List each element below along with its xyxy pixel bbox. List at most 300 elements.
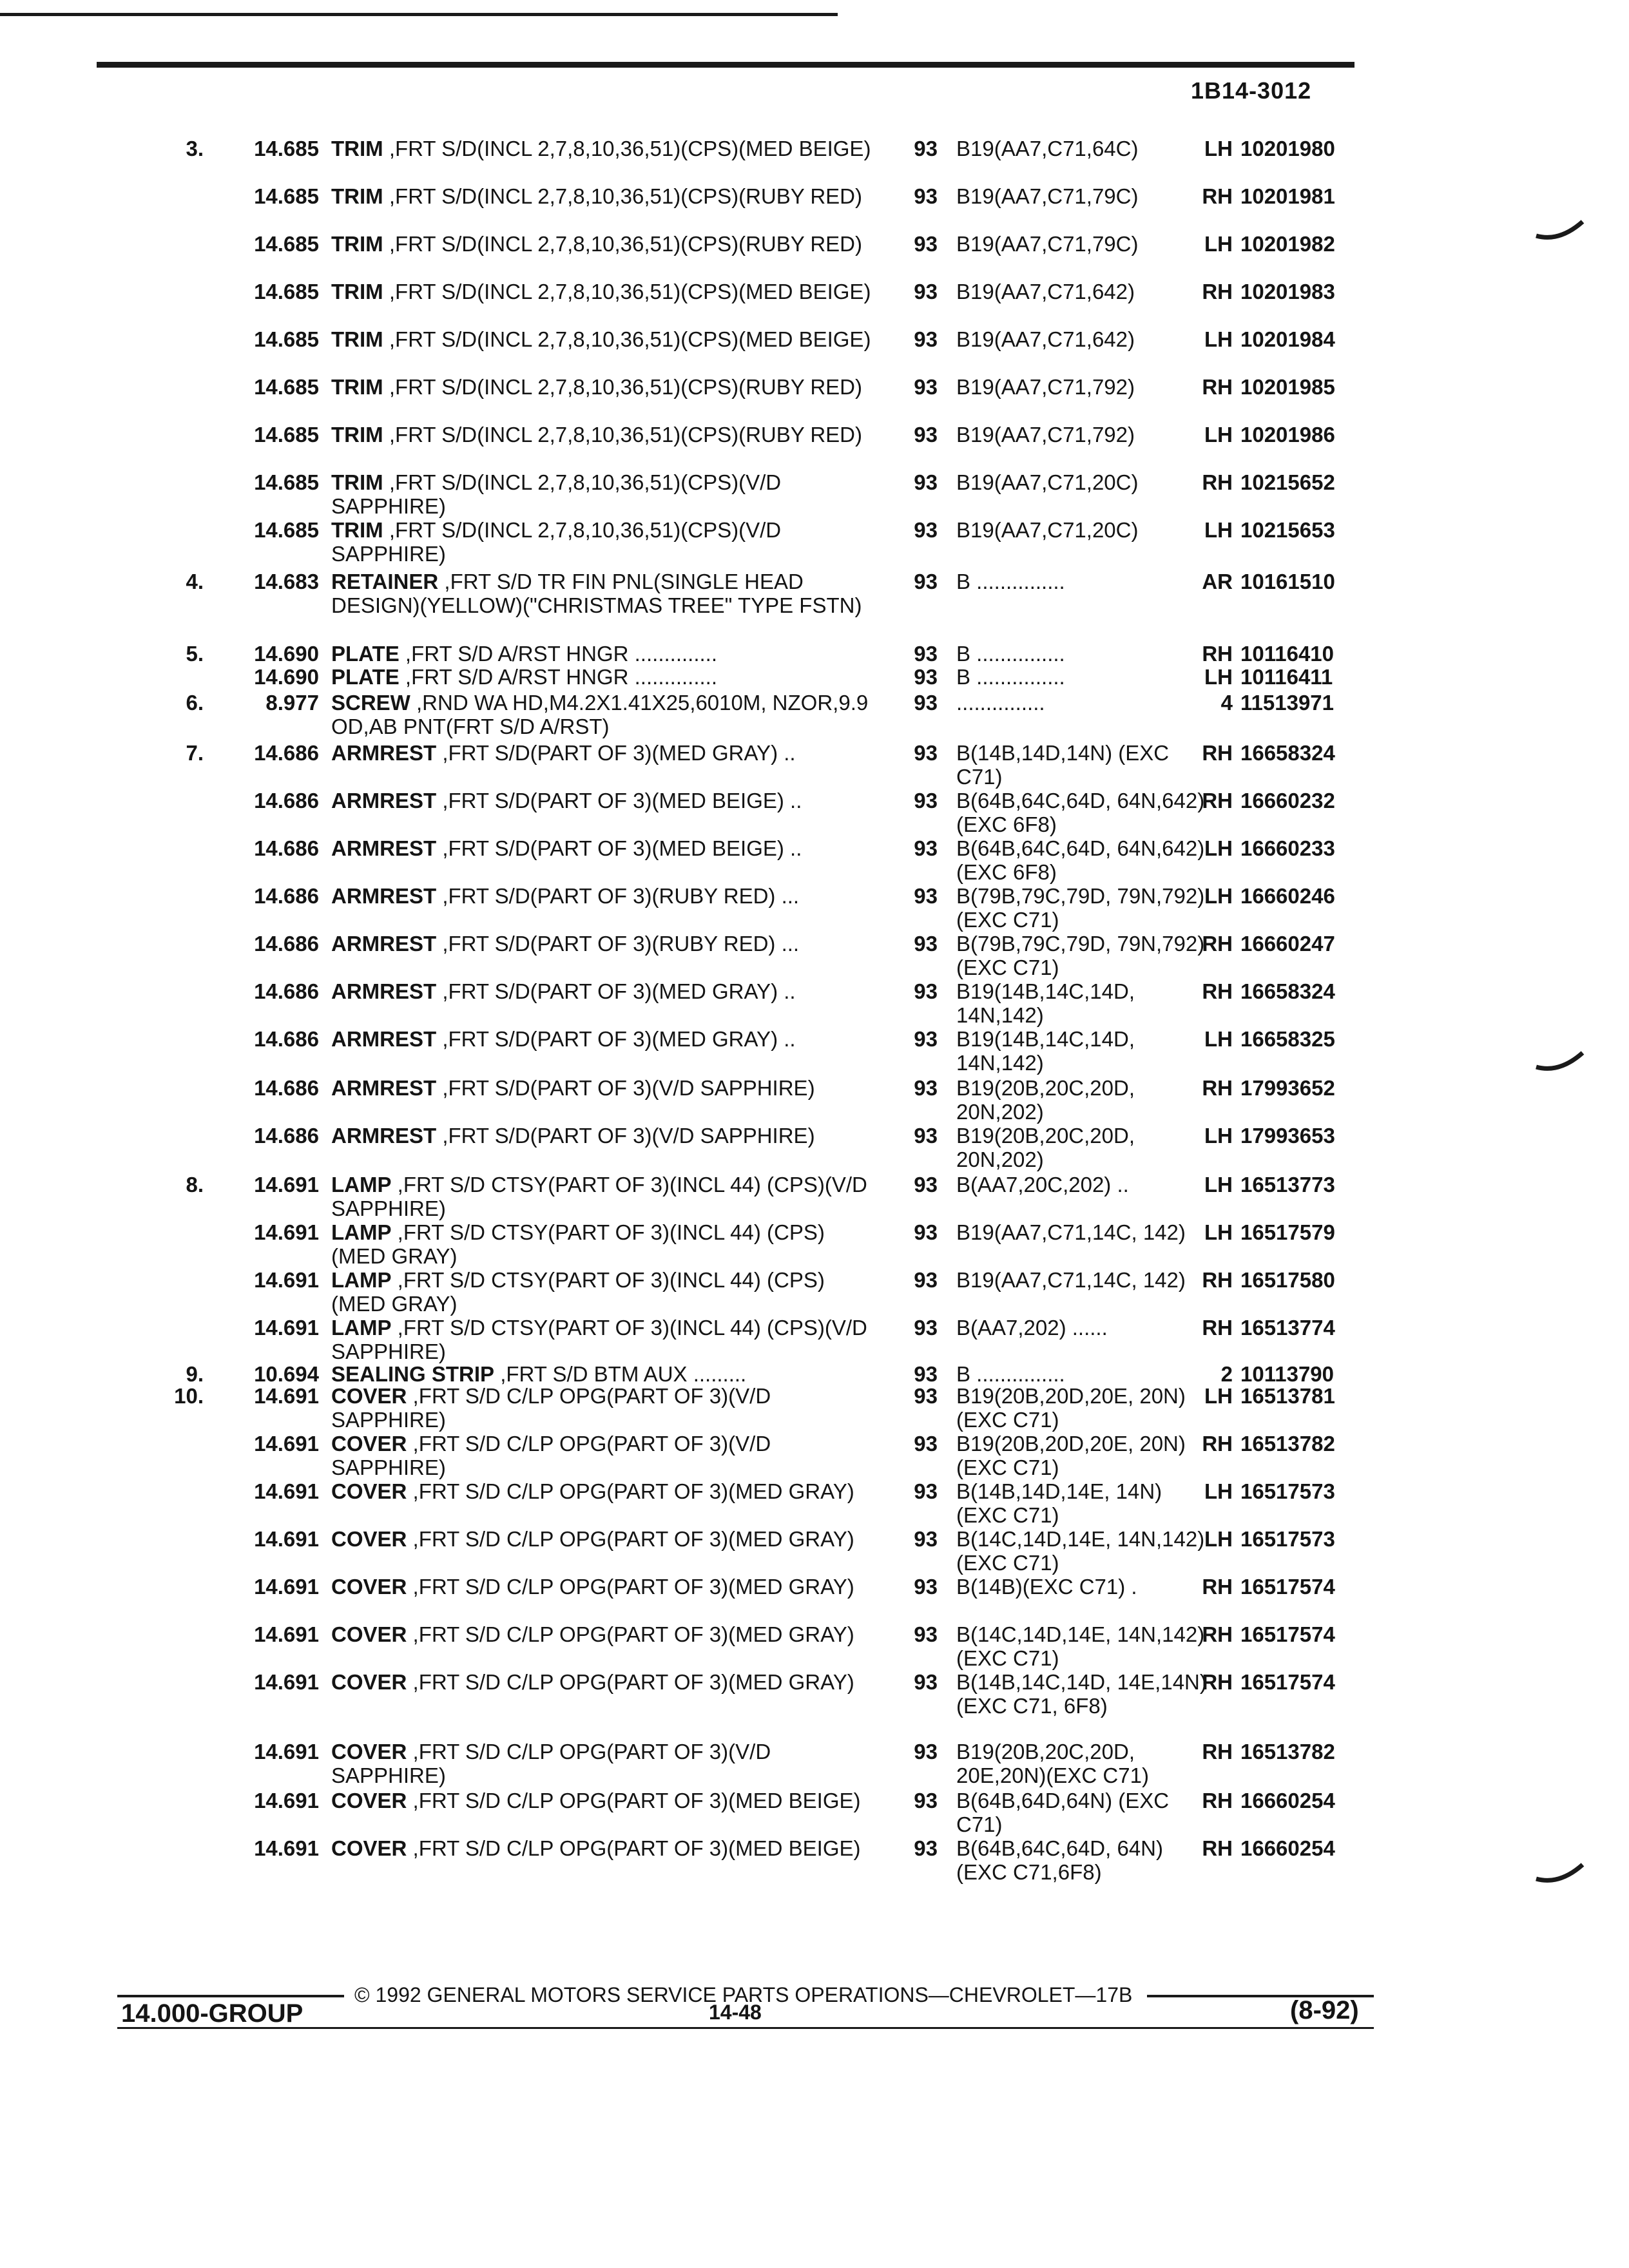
group-number: 14.686 bbox=[254, 1027, 319, 1051]
part-detail: ,RND WA HD,M4.2X1.41X25,6010M, NZOR,9.9 OD,AB PNT(FRT S/D A/RST) bbox=[331, 691, 869, 738]
part-detail: ,FRT S/D C/LP OPG(PART OF 3)(MED GRAY) bbox=[412, 1622, 854, 1646]
part-description bbox=[331, 1740, 879, 1787]
margin-mark bbox=[1534, 1049, 1585, 1075]
group-number: 14.685 bbox=[254, 327, 319, 351]
part-name: COVER bbox=[331, 1622, 407, 1646]
part-detail: ,FRT S/D(INCL 2,7,8,10,36,51)(CPS)(RUBY RED) bbox=[389, 375, 862, 399]
part-description bbox=[331, 327, 879, 351]
model-code: B(64B,64C,64D, 64N)(EXC C71,6F8) bbox=[956, 1836, 1163, 1884]
model-code: B19(20B,20C,20D, 20E,20N)(EXC C71) bbox=[956, 1740, 1149, 1787]
model-code: B(14C,14D,14E, 14N,142)(EXC C71) bbox=[956, 1527, 1205, 1575]
part-detail: ,FRT S/D CTSY(PART OF 3)(INCL 44) (CPS)(MED GRAY) bbox=[331, 1220, 825, 1268]
group-number: 10.694 bbox=[254, 1362, 319, 1386]
footer-rule-left bbox=[117, 1995, 344, 1997]
model-year: 93 bbox=[914, 1527, 938, 1551]
part-description bbox=[331, 1479, 879, 1503]
part-number: 10201986 bbox=[1240, 423, 1335, 447]
part-name: ARMREST bbox=[331, 932, 437, 956]
part-detail: ,FRT S/D C/LP OPG(PART OF 3)(V/D SAPPHIRE) bbox=[331, 1432, 771, 1479]
part-number: 16517573 bbox=[1240, 1479, 1335, 1503]
part-name: COVER bbox=[331, 1527, 407, 1551]
model-year: 93 bbox=[914, 1027, 938, 1051]
model-year: 93 bbox=[914, 642, 938, 666]
part-name: LAMP bbox=[331, 1173, 392, 1196]
part-name: COVER bbox=[331, 1432, 407, 1456]
side-qty: RH bbox=[1202, 1836, 1233, 1860]
footer-rule-bottom bbox=[117, 2027, 1374, 2029]
model-year: 93 bbox=[914, 1362, 938, 1386]
item-index: 8. bbox=[186, 1173, 204, 1196]
part-name: LAMP bbox=[331, 1316, 392, 1340]
part-number: 16660247 bbox=[1240, 932, 1335, 956]
revision-date: (8-92) bbox=[1290, 1996, 1359, 2024]
table-row bbox=[0, 979, 1629, 1031]
group-number: 14.686 bbox=[254, 836, 319, 860]
model-year: 93 bbox=[914, 884, 938, 908]
model-code: B19(AA7,C71,64C) bbox=[956, 137, 1139, 160]
part-detail: ,FRT S/D(INCL 2,7,8,10,36,51)(CPS)(MED BEIGE) bbox=[389, 280, 871, 303]
side-qty: LH bbox=[1204, 518, 1233, 542]
group-number: 14.691 bbox=[254, 1622, 319, 1646]
model-year: 93 bbox=[914, 741, 938, 765]
model-code: B(AA7,20C,202) .. bbox=[956, 1173, 1129, 1196]
model-code: B(14B)(EXC C71) . bbox=[956, 1575, 1137, 1599]
group-number: 8.977 bbox=[265, 691, 319, 715]
group-number: 14.685 bbox=[254, 518, 319, 542]
part-number: 10201982 bbox=[1240, 232, 1335, 256]
table-row bbox=[0, 1432, 1629, 1483]
part-detail: ,FRT S/D C/LP OPG(PART OF 3)(MED BEIGE) bbox=[412, 1836, 861, 1860]
model-code: B(14B,14D,14E, 14N)(EXC C71) bbox=[956, 1479, 1162, 1527]
part-description bbox=[331, 691, 879, 738]
table-row bbox=[0, 1789, 1629, 1840]
group-number: 14.685 bbox=[254, 280, 319, 303]
item-index: 10. bbox=[174, 1384, 204, 1408]
model-year: 93 bbox=[914, 570, 938, 593]
model-code: B19(AA7,C71,79C) bbox=[956, 184, 1139, 208]
model-code: B(14C,14D,14E, 14N,142)(EXC C71) bbox=[956, 1622, 1205, 1670]
model-code: B19(20B,20D,20E, 20N)(EXC C71) bbox=[956, 1432, 1186, 1479]
part-description bbox=[331, 1220, 879, 1268]
group-number: 14.683 bbox=[254, 570, 319, 593]
side-qty: LH bbox=[1204, 1527, 1233, 1551]
side-qty: RH bbox=[1202, 1789, 1233, 1812]
side-qty: RH bbox=[1202, 1670, 1233, 1694]
part-description bbox=[331, 375, 879, 399]
part-number: 16660232 bbox=[1240, 789, 1335, 812]
part-description bbox=[331, 979, 879, 1003]
table-row bbox=[0, 836, 1629, 888]
part-description bbox=[331, 280, 879, 303]
part-description bbox=[331, 932, 879, 956]
part-number: 17993652 bbox=[1240, 1076, 1335, 1100]
page-code: 1B14-3012 bbox=[1191, 77, 1312, 104]
side-qty: RH bbox=[1202, 184, 1233, 208]
part-name: COVER bbox=[331, 1479, 407, 1503]
table-row bbox=[0, 789, 1629, 840]
part-name: COVER bbox=[331, 1670, 407, 1694]
model-code: B19(14B,14C,14D, 14N,142) bbox=[956, 1027, 1135, 1075]
part-name: PLATE bbox=[331, 642, 400, 666]
table-row bbox=[0, 1027, 1629, 1079]
model-code: B ............... bbox=[956, 665, 1065, 689]
part-name: ARMREST bbox=[331, 884, 437, 908]
side-qty: LH bbox=[1204, 1027, 1233, 1051]
part-number: 16660254 bbox=[1240, 1789, 1335, 1812]
part-description bbox=[331, 741, 879, 765]
side-qty: RH bbox=[1202, 1316, 1233, 1340]
footer-group: 14.000-GROUP bbox=[121, 1999, 304, 2028]
part-description bbox=[331, 1527, 879, 1551]
model-year: 93 bbox=[914, 1220, 938, 1244]
part-description bbox=[331, 184, 879, 208]
part-detail: ,FRT S/D(INCL 2,7,8,10,36,51)(CPS)(V/D SAPPHIRE) bbox=[331, 518, 782, 566]
item-index: 3. bbox=[186, 137, 204, 160]
side-qty: RH bbox=[1202, 1432, 1233, 1456]
footer-copyright: © 1992 GENERAL MOTORS SERVICE PARTS OPERATIONS—CHEVROLET—17B bbox=[354, 1983, 1133, 2006]
group-number: 14.691 bbox=[254, 1220, 319, 1244]
part-description bbox=[331, 1362, 879, 1386]
model-year: 93 bbox=[914, 280, 938, 303]
part-detail: ,FRT S/D CTSY(PART OF 3)(INCL 44) (CPS)(V/D SAPPHIRE) bbox=[331, 1173, 867, 1220]
table-row bbox=[0, 1479, 1629, 1531]
part-description bbox=[331, 1836, 879, 1860]
part-name: ARMREST bbox=[331, 979, 437, 1003]
part-detail: ,FRT S/D A/RST HNGR .............. bbox=[405, 665, 717, 689]
model-code: B(14B,14C,14D, 14E,14N)(EXC C71, 6F8) bbox=[956, 1670, 1207, 1718]
model-year: 93 bbox=[914, 1622, 938, 1646]
model-year: 93 bbox=[914, 979, 938, 1003]
side-qty: LH bbox=[1204, 423, 1233, 447]
table-row bbox=[0, 327, 1629, 379]
part-detail: ,FRT S/D(INCL 2,7,8,10,36,51)(CPS)(RUBY RED) bbox=[389, 184, 862, 208]
part-detail: ,FRT S/D C/LP OPG(PART OF 3)(MED BEIGE) bbox=[412, 1789, 861, 1812]
part-number: 16513773 bbox=[1240, 1173, 1335, 1196]
part-number: 10215652 bbox=[1240, 470, 1335, 494]
side-qty: LH bbox=[1204, 1479, 1233, 1503]
part-detail: ,FRT S/D(INCL 2,7,8,10,36,51)(CPS)(MED BEIGE) bbox=[389, 137, 871, 160]
table-row bbox=[0, 1836, 1629, 1888]
group-number: 14.690 bbox=[254, 665, 319, 689]
part-description bbox=[331, 423, 879, 447]
group-number: 14.690 bbox=[254, 642, 319, 666]
part-number: 10201985 bbox=[1240, 375, 1335, 399]
side-qty: LH bbox=[1204, 232, 1233, 256]
page-number: 14-48 bbox=[709, 2001, 762, 2024]
part-name: LAMP bbox=[331, 1268, 392, 1292]
table-row bbox=[0, 518, 1629, 570]
part-description bbox=[331, 789, 879, 812]
part-number: 16658324 bbox=[1240, 741, 1335, 765]
table-row bbox=[0, 1316, 1629, 1367]
model-year: 93 bbox=[914, 375, 938, 399]
model-year: 93 bbox=[914, 1479, 938, 1503]
part-number: 16517573 bbox=[1240, 1527, 1335, 1551]
part-number: 16517574 bbox=[1240, 1670, 1335, 1694]
part-detail: ,FRT S/D TR FIN PNL(SINGLE HEAD DESIGN)(YELLOW)("CHRISTMAS TREE" TYPE FSTN) bbox=[331, 570, 862, 617]
part-detail: ,FRT S/D(PART OF 3)(RUBY RED) ... bbox=[442, 932, 800, 956]
table-row bbox=[0, 1622, 1629, 1674]
part-number: 16658325 bbox=[1240, 1027, 1335, 1051]
table-row bbox=[0, 280, 1629, 331]
part-detail: ,FRT S/D(PART OF 3)(MED BEIGE) .. bbox=[442, 789, 802, 812]
part-name: COVER bbox=[331, 1789, 407, 1812]
part-detail: ,FRT S/D(PART OF 3)(RUBY RED) ... bbox=[442, 884, 800, 908]
part-detail: ,FRT S/D C/LP OPG(PART OF 3)(MED GRAY) bbox=[412, 1575, 854, 1599]
group-number: 14.691 bbox=[254, 1384, 319, 1408]
part-name: ARMREST bbox=[331, 836, 437, 860]
part-description bbox=[331, 836, 879, 860]
group-number: 14.686 bbox=[254, 741, 319, 765]
part-number: 16517579 bbox=[1240, 1220, 1335, 1244]
group-number: 14.691 bbox=[254, 1836, 319, 1860]
model-year: 93 bbox=[914, 518, 938, 542]
side-qty: RH bbox=[1202, 1622, 1233, 1646]
group-number: 14.691 bbox=[254, 1432, 319, 1456]
model-year: 93 bbox=[914, 184, 938, 208]
part-detail: ,FRT S/D C/LP OPG(PART OF 3)(MED GRAY) bbox=[412, 1527, 854, 1551]
side-qty: LH bbox=[1204, 1384, 1233, 1408]
part-description bbox=[331, 1384, 879, 1432]
side-qty: RH bbox=[1202, 979, 1233, 1003]
part-description bbox=[331, 884, 879, 908]
model-code: B19(AA7,C71,20C) bbox=[956, 518, 1139, 542]
model-code: B ............... bbox=[956, 570, 1065, 593]
group-number: 14.685 bbox=[254, 232, 319, 256]
side-qty: RH bbox=[1202, 789, 1233, 812]
part-name: PLATE bbox=[331, 665, 400, 689]
model-code: B(14B,14D,14N) (EXC C71) bbox=[956, 741, 1170, 789]
part-name: TRIM bbox=[331, 184, 383, 208]
model-year: 93 bbox=[914, 1432, 938, 1456]
side-qty: 2 bbox=[1220, 1362, 1233, 1386]
side-qty: RH bbox=[1202, 1268, 1233, 1292]
part-description bbox=[331, 1432, 879, 1479]
model-code: B(79B,79C,79D, 79N,792)(EXC C71) bbox=[956, 932, 1205, 979]
part-number: 11513971 bbox=[1240, 691, 1335, 715]
item-index: 9. bbox=[186, 1362, 204, 1386]
model-year: 93 bbox=[914, 789, 938, 812]
model-code: B19(14B,14C,14D, 14N,142) bbox=[956, 979, 1135, 1027]
table-row bbox=[0, 1173, 1629, 1224]
model-code: B19(AA7,C71,79C) bbox=[956, 232, 1139, 256]
part-number: 16513781 bbox=[1240, 1384, 1335, 1408]
model-code: B19(AA7,C71,792) bbox=[956, 375, 1135, 399]
part-description bbox=[331, 642, 879, 666]
model-code: ............... bbox=[956, 691, 1045, 715]
part-description bbox=[331, 1316, 879, 1363]
model-year: 93 bbox=[914, 327, 938, 351]
part-number: 10201980 bbox=[1240, 137, 1335, 160]
model-code: B19(AA7,C71,14C, 142) bbox=[956, 1268, 1186, 1292]
part-detail: ,FRT S/D(INCL 2,7,8,10,36,51)(CPS)(V/D SAPPHIRE) bbox=[331, 470, 782, 518]
model-code: B(AA7,202) ...... bbox=[956, 1316, 1108, 1340]
side-qty: 4 bbox=[1220, 691, 1233, 715]
part-number: 10201983 bbox=[1240, 280, 1335, 303]
part-name: ARMREST bbox=[331, 789, 437, 812]
model-year: 93 bbox=[914, 232, 938, 256]
part-name: SEALING STRIP bbox=[331, 1362, 495, 1386]
part-name: TRIM bbox=[331, 280, 383, 303]
side-qty: RH bbox=[1202, 280, 1233, 303]
part-number: 16517580 bbox=[1240, 1268, 1335, 1292]
part-detail: ,FRT S/D BTM AUX ......... bbox=[500, 1362, 747, 1386]
group-number: 14.691 bbox=[254, 1316, 319, 1340]
group-number: 14.691 bbox=[254, 1789, 319, 1812]
table-row bbox=[0, 1740, 1629, 1791]
side-qty: AR bbox=[1202, 570, 1233, 593]
part-detail: ,FRT S/D A/RST HNGR .............. bbox=[405, 642, 717, 666]
model-code: B(64B,64C,64D, 64N,642)(EXC 6F8) bbox=[956, 789, 1205, 836]
part-number: 10116411 bbox=[1240, 665, 1333, 689]
model-year: 93 bbox=[914, 1670, 938, 1694]
part-description bbox=[331, 232, 879, 256]
group-number: 14.685 bbox=[254, 375, 319, 399]
model-year: 93 bbox=[914, 665, 938, 689]
table-row bbox=[0, 470, 1629, 522]
part-detail: ,FRT S/D CTSY(PART OF 3)(INCL 44) (CPS)(V/D SAPPHIRE) bbox=[331, 1316, 867, 1363]
side-qty: LH bbox=[1204, 1173, 1233, 1196]
part-name: ARMREST bbox=[331, 1027, 437, 1051]
side-qty: RH bbox=[1202, 932, 1233, 956]
group-number: 14.686 bbox=[254, 884, 319, 908]
part-detail: ,FRT S/D(INCL 2,7,8,10,36,51)(CPS)(RUBY RED) bbox=[389, 232, 862, 256]
model-year: 93 bbox=[914, 470, 938, 494]
part-detail: ,FRT S/D C/LP OPG(PART OF 3)(V/D SAPPHIRE) bbox=[331, 1740, 771, 1787]
table-row bbox=[0, 232, 1629, 284]
side-qty: LH bbox=[1204, 137, 1233, 160]
group-number: 14.691 bbox=[254, 1670, 319, 1694]
model-year: 93 bbox=[914, 1124, 938, 1148]
group-number: 14.686 bbox=[254, 979, 319, 1003]
group-number: 14.691 bbox=[254, 1268, 319, 1292]
group-number: 14.686 bbox=[254, 1124, 319, 1148]
model-code: B(79B,79C,79D, 79N,792)(EXC C71) bbox=[956, 884, 1205, 932]
part-detail: ,FRT S/D CTSY(PART OF 3)(INCL 44) (CPS)(MED GRAY) bbox=[331, 1268, 825, 1316]
table-row bbox=[0, 932, 1629, 983]
margin-mark bbox=[1534, 218, 1585, 244]
model-code: B19(20B,20C,20D, 20N,202) bbox=[956, 1076, 1135, 1124]
model-year: 93 bbox=[914, 932, 938, 956]
part-description bbox=[331, 137, 879, 160]
item-index: 7. bbox=[186, 741, 204, 765]
part-detail: ,FRT S/D(INCL 2,7,8,10,36,51)(CPS)(RUBY RED) bbox=[389, 423, 862, 447]
group-number: 14.691 bbox=[254, 1740, 319, 1763]
part-name: COVER bbox=[331, 1740, 407, 1763]
part-number: 10113790 bbox=[1240, 1362, 1335, 1386]
model-code: B19(20B,20D,20E, 20N)(EXC C71) bbox=[956, 1384, 1186, 1432]
part-name: TRIM bbox=[331, 232, 383, 256]
part-description bbox=[331, 1027, 879, 1051]
part-detail: ,FRT S/D C/LP OPG(PART OF 3)(MED GRAY) bbox=[412, 1670, 854, 1694]
part-description bbox=[331, 665, 879, 689]
part-description bbox=[331, 1622, 879, 1646]
part-number: 16517574 bbox=[1240, 1622, 1335, 1646]
side-qty: LH bbox=[1204, 884, 1233, 908]
item-index: 6. bbox=[186, 691, 204, 715]
group-number: 14.691 bbox=[254, 1575, 319, 1599]
part-description bbox=[331, 1670, 879, 1694]
model-year: 93 bbox=[914, 1836, 938, 1860]
model-year: 93 bbox=[914, 1740, 938, 1763]
margin-mark bbox=[1534, 1861, 1585, 1887]
part-name: COVER bbox=[331, 1575, 407, 1599]
part-description bbox=[331, 1124, 879, 1148]
part-detail: ,FRT S/D(PART OF 3)(V/D SAPPHIRE) bbox=[442, 1076, 815, 1100]
model-year: 93 bbox=[914, 1173, 938, 1196]
part-description bbox=[331, 1575, 879, 1599]
part-detail: ,FRT S/D(PART OF 3)(MED GRAY) .. bbox=[442, 1027, 796, 1051]
part-name: SCREW bbox=[331, 691, 410, 715]
part-detail: ,FRT S/D(INCL 2,7,8,10,36,51)(CPS)(MED BEIGE) bbox=[389, 327, 871, 351]
side-qty: RH bbox=[1202, 741, 1233, 765]
group-number: 14.686 bbox=[254, 1076, 319, 1100]
table-row bbox=[0, 1124, 1629, 1175]
model-code: B19(AA7,C71,792) bbox=[956, 423, 1135, 447]
model-year: 93 bbox=[914, 1384, 938, 1408]
part-detail: ,FRT S/D(PART OF 3)(MED BEIGE) .. bbox=[442, 836, 802, 860]
model-year: 93 bbox=[914, 1076, 938, 1100]
group-number: 14.685 bbox=[254, 184, 319, 208]
part-number: 16660246 bbox=[1240, 884, 1335, 908]
model-year: 93 bbox=[914, 691, 938, 715]
part-number: 16658324 bbox=[1240, 979, 1335, 1003]
part-name: TRIM bbox=[331, 137, 383, 160]
side-qty: LH bbox=[1204, 327, 1233, 351]
side-qty: RH bbox=[1202, 470, 1233, 494]
part-detail: ,FRT S/D(PART OF 3)(MED GRAY) .. bbox=[442, 979, 796, 1003]
model-code: B19(20B,20C,20D, 20N,202) bbox=[956, 1124, 1135, 1171]
part-detail: ,FRT S/D C/LP OPG(PART OF 3)(V/D SAPPHIRE) bbox=[331, 1384, 771, 1432]
model-code: B19(AA7,C71,20C) bbox=[956, 470, 1139, 494]
side-qty: RH bbox=[1202, 1740, 1233, 1763]
table-row bbox=[0, 184, 1629, 236]
table-row bbox=[0, 137, 1629, 188]
model-year: 93 bbox=[914, 423, 938, 447]
model-year: 93 bbox=[914, 137, 938, 160]
group-number: 14.685 bbox=[254, 137, 319, 160]
group-number: 14.686 bbox=[254, 789, 319, 812]
part-number: 16513782 bbox=[1240, 1432, 1335, 1456]
model-code: B19(AA7,C71,642) bbox=[956, 327, 1135, 351]
model-code: B ............... bbox=[956, 642, 1065, 666]
part-number: 16660254 bbox=[1240, 1836, 1335, 1860]
side-qty: LH bbox=[1204, 1220, 1233, 1244]
side-qty: RH bbox=[1202, 642, 1233, 666]
table-row bbox=[0, 1220, 1629, 1272]
part-name: COVER bbox=[331, 1836, 407, 1860]
part-description bbox=[331, 570, 879, 617]
table-row bbox=[0, 1076, 1629, 1128]
side-qty: RH bbox=[1202, 1575, 1233, 1599]
part-detail: ,FRT S/D(PART OF 3)(V/D SAPPHIRE) bbox=[442, 1124, 815, 1148]
group-number: 14.685 bbox=[254, 470, 319, 494]
table-row bbox=[0, 375, 1629, 427]
group-number: 14.686 bbox=[254, 932, 319, 956]
group-number: 14.691 bbox=[254, 1479, 319, 1503]
part-name: TRIM bbox=[331, 518, 383, 542]
table-row bbox=[0, 1670, 1629, 1722]
side-qty: RH bbox=[1202, 375, 1233, 399]
part-name: ARMREST bbox=[331, 741, 437, 765]
part-name: RETAINER bbox=[331, 570, 439, 593]
model-year: 93 bbox=[914, 1316, 938, 1340]
side-qty: RH bbox=[1202, 1076, 1233, 1100]
part-description bbox=[331, 1173, 879, 1220]
part-name: TRIM bbox=[331, 375, 383, 399]
part-number: 10201984 bbox=[1240, 327, 1335, 351]
side-qty: LH bbox=[1204, 1124, 1233, 1148]
